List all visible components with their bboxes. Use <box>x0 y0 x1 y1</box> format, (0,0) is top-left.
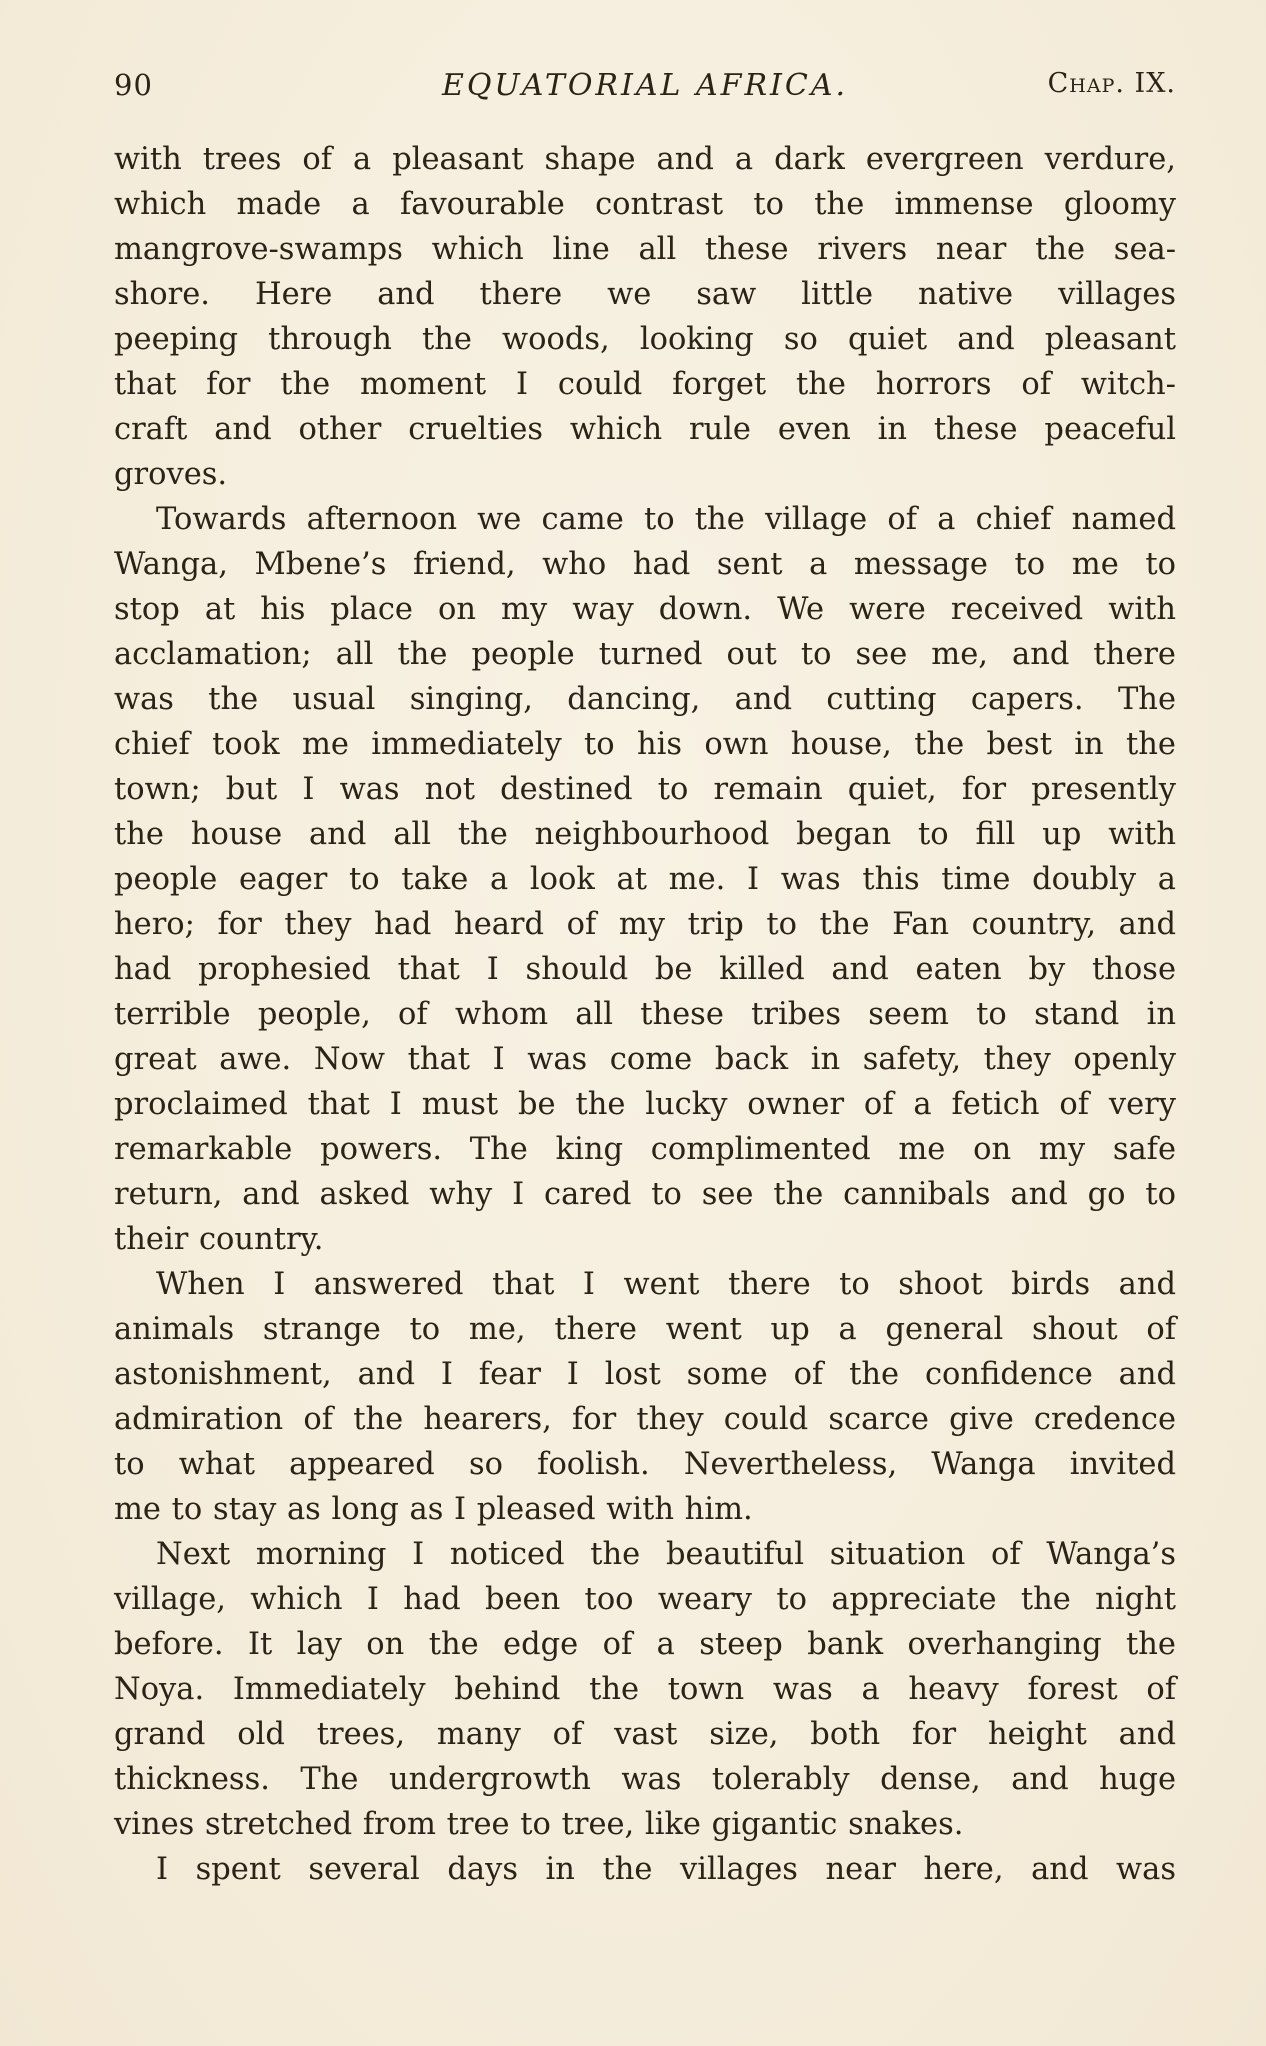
text-line: return, and asked why I cared to see the cannibals and go to <box>114 1177 1176 1212</box>
text-line: I spent several days in the villages near here, and was <box>156 1852 1176 1887</box>
text-line: peeping through the woods, looking so quiet and pleasant <box>114 322 1176 357</box>
text-line: that for the moment I could forget the horrors of witch- <box>114 367 1176 402</box>
text-line: people eager to take a look at me. I was this time doubly a <box>114 862 1176 897</box>
text-line: craft and other cruelties which rule even in these peaceful <box>114 412 1176 447</box>
text-line: When I answered that I went there to shoot birds and <box>156 1267 1176 1302</box>
text-line: village, which I had been too weary to appreciate the night <box>114 1582 1176 1617</box>
text-line: grand old trees, many of vast size, both for height and <box>114 1717 1176 1752</box>
page-number: 90 <box>114 68 153 102</box>
text-line: before. It lay on the edge of a steep bank overhanging the <box>114 1627 1176 1662</box>
text-line: to what appeared so foolish. Nevertheless, Wanga invited <box>114 1447 1176 1482</box>
text-line: chief took me immediately to his own house, the best in the <box>114 727 1176 762</box>
text-line: mangrove-swamps which line all these rivers near the sea- <box>114 232 1176 267</box>
text-line: proclaimed that I must be the lucky owner of a fetich of very <box>114 1087 1176 1122</box>
text-line: animals strange to me, there went up a general shout of <box>114 1312 1176 1347</box>
text-line: admiration of the hearers, for they could scarce give credence <box>114 1402 1176 1437</box>
text-line: the house and all the neighbourhood began to fill up with <box>114 817 1176 852</box>
text-line: town; but I was not destined to remain quiet, for presently <box>114 772 1176 807</box>
text-line: shore. Here and there we saw little native villages <box>114 277 1176 312</box>
text-line: terrible people, of whom all these tribes seem to stand in <box>114 997 1176 1032</box>
text-line: Wanga, Mbene’s friend, who had sent a message to me to <box>114 547 1176 582</box>
body-text <box>114 137 1176 1892</box>
chapter-label: Chap. IX. <box>1047 68 1176 99</box>
text-line: with trees of a pleasant shape and a dark evergreen verdure, <box>114 142 1176 177</box>
text-line: groves. <box>114 457 228 492</box>
text-line: stop at his place on my way down. We were received with <box>114 592 1176 627</box>
text-line: me to stay as long as I pleased with him. <box>114 1492 753 1527</box>
text-line: hero; for they had heard of my trip to the Fan country, and <box>114 907 1176 942</box>
page-header <box>114 68 1176 112</box>
text-line: remarkable powers. The king complimented me on my safe <box>114 1132 1176 1167</box>
text-line: acclamation; all the people turned out to see me, and there <box>114 637 1176 672</box>
text-line: astonishment, and I fear I lost some of the confidence and <box>114 1357 1176 1392</box>
text-line: their country. <box>114 1222 324 1257</box>
text-line: Towards afternoon we came to the village of a chief named <box>156 502 1176 537</box>
text-line: great awe. Now that I was come back in safety, they openly <box>114 1042 1176 1077</box>
text-line: which made a favourable contrast to the immense gloomy <box>114 187 1176 222</box>
text-line: was the usual singing, dancing, and cutting capers. The <box>114 682 1176 717</box>
text-line: had prophesied that I should be killed and eaten by those <box>114 952 1176 987</box>
text-line: thickness. The undergrowth was tolerably dense, and huge <box>114 1762 1176 1797</box>
running-title: EQUATORIAL AFRICA. <box>441 68 849 103</box>
text-line: Next morning I noticed the beautiful situation of Wanga’s <box>156 1537 1176 1572</box>
text-line: Noya. Immediately behind the town was a heavy forest of <box>114 1672 1176 1707</box>
text-line: vines stretched from tree to tree, like gigantic snakes. <box>114 1807 964 1842</box>
